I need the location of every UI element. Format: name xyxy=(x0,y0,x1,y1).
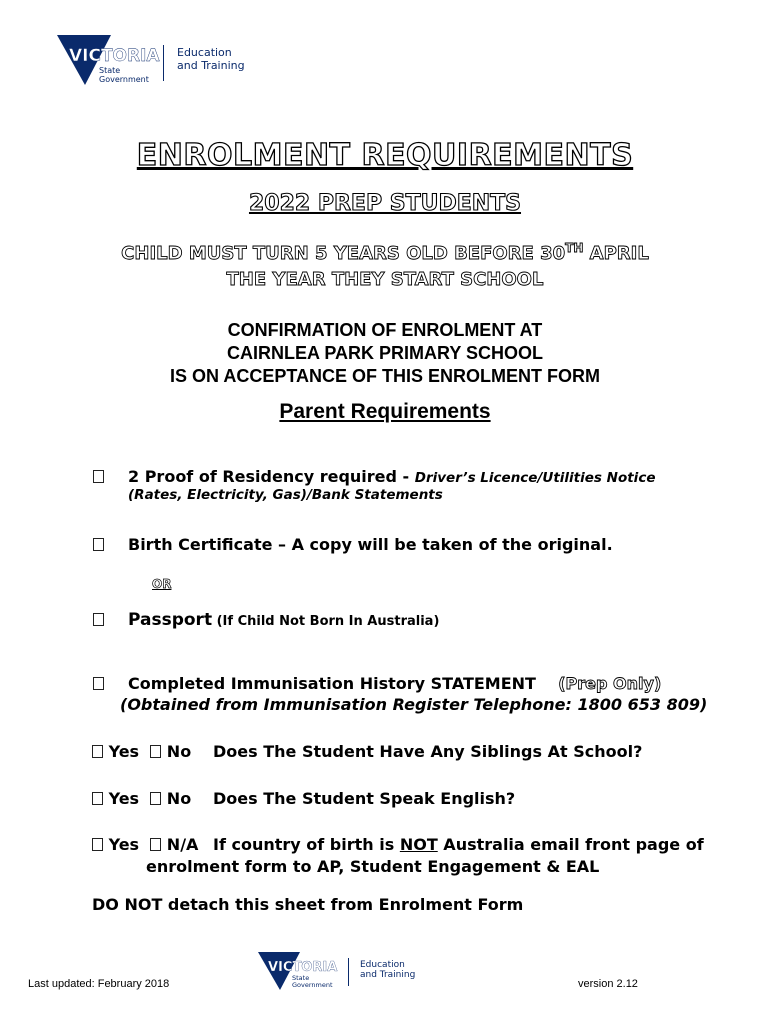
english-yes-label: Yes xyxy=(108,789,140,808)
passport-note: (If Child Not Born In Australia) xyxy=(212,614,440,629)
siblings-no-checkbox[interactable] xyxy=(150,745,161,758)
siblings-no-label: No xyxy=(166,742,192,761)
country-na-checkbox[interactable] xyxy=(150,838,161,851)
immunisation-label: Completed Immunisation History STATEMENT xyxy=(128,674,536,693)
page-subtitle: 2022 PREP STUDENTS xyxy=(248,191,522,216)
footer-logo-brand: VICTORIA xyxy=(268,960,338,975)
age-rule-line2: THE YEAR THEY START SCHOOL xyxy=(226,269,544,290)
confirmation-line3: IS ON ACCEPTANCE OF THIS ENROLMENT FORM xyxy=(170,366,600,386)
residency-detail1: Driver’s Licence/Utilities Notice xyxy=(414,470,656,486)
residency-checkbox[interactable] xyxy=(93,470,104,483)
age-rule xyxy=(0,235,770,293)
residency-detail2: (Rates, Electricity, Gas)/Bank Statements xyxy=(128,487,443,503)
country-not-emphasis: NOT xyxy=(399,835,438,854)
parent-requirements-heading: Parent Requirements xyxy=(279,400,491,423)
confirmation-line1: CONFIRMATION OF ENROLMENT AT xyxy=(227,320,543,340)
immunisation-item xyxy=(128,674,661,693)
footer-last-updated: Last updated: February 2018 xyxy=(28,978,170,990)
confirmation-text xyxy=(0,319,770,388)
passport-label: Passport xyxy=(128,610,213,630)
english-no-label: No xyxy=(166,789,192,808)
country-question-text: If country of birth is NOT Australia email front page of xyxy=(213,835,704,854)
logo-divider xyxy=(163,45,164,81)
residency-item xyxy=(128,467,655,486)
logo-government: Government xyxy=(99,75,149,84)
immunisation-prep-only: (Prep Only) xyxy=(558,674,662,693)
residency-label: 2 Proof of Residency required - xyxy=(128,467,415,486)
siblings-question xyxy=(92,742,191,761)
confirmation-line2: CAIRNLEA PARK PRIMARY SCHOOL xyxy=(226,343,543,363)
english-question-text: Does The Student Speak English? xyxy=(213,789,516,808)
country-yes-checkbox[interactable] xyxy=(92,838,103,851)
passport-checkbox[interactable] xyxy=(93,613,104,626)
footer-logo-state: State xyxy=(292,974,310,982)
logo-brand: VICTORIA xyxy=(69,46,160,66)
passport-item xyxy=(128,610,439,630)
or-separator: OR xyxy=(152,577,172,591)
footer-logo-divider xyxy=(348,958,349,986)
birth-certificate-label: Birth Certificate – A copy will be taken of the original. xyxy=(128,535,613,554)
logo-dept-line1: Education xyxy=(177,46,232,59)
siblings-question-text: Does The Student Have Any Siblings At School? xyxy=(213,742,643,761)
do-not-detach-warning: DO NOT detach this sheet from Enrolment Form xyxy=(92,895,524,914)
siblings-yes-checkbox[interactable] xyxy=(92,745,103,758)
logo-dept-line2: and Training xyxy=(177,59,245,72)
footer-logo-dept-line2: and Training xyxy=(360,970,416,980)
victoria-education-logo xyxy=(55,33,255,88)
birth-certificate-checkbox[interactable] xyxy=(93,538,104,551)
logo-state: State xyxy=(99,66,121,75)
country-question xyxy=(92,835,198,854)
country-yes-label: Yes xyxy=(108,835,140,854)
footer-victoria-logo xyxy=(256,950,426,992)
english-question xyxy=(92,789,191,808)
footer-logo-government: Government xyxy=(292,981,333,989)
footer-logo-dept-line1: Education xyxy=(360,960,405,970)
country-na-label: N/A xyxy=(166,835,199,854)
siblings-yes-label: Yes xyxy=(108,742,140,761)
age-rule-line1: CHILD MUST TURN 5 YEARS OLD BEFORE 30TH APRIL xyxy=(121,241,649,264)
country-question-line2: enrolment form to AP, Student Engagement & EAL xyxy=(146,857,600,876)
page-title: ENROLMENT REQUIREMENTS xyxy=(136,138,634,173)
immunisation-checkbox[interactable] xyxy=(93,677,104,690)
immunisation-detail: (Obtained from Immunisation Register Telephone: 1800 653 809) xyxy=(120,695,708,714)
footer-version: version 2.12 xyxy=(578,978,638,990)
english-yes-checkbox[interactable] xyxy=(92,792,103,805)
english-no-checkbox[interactable] xyxy=(150,792,161,805)
